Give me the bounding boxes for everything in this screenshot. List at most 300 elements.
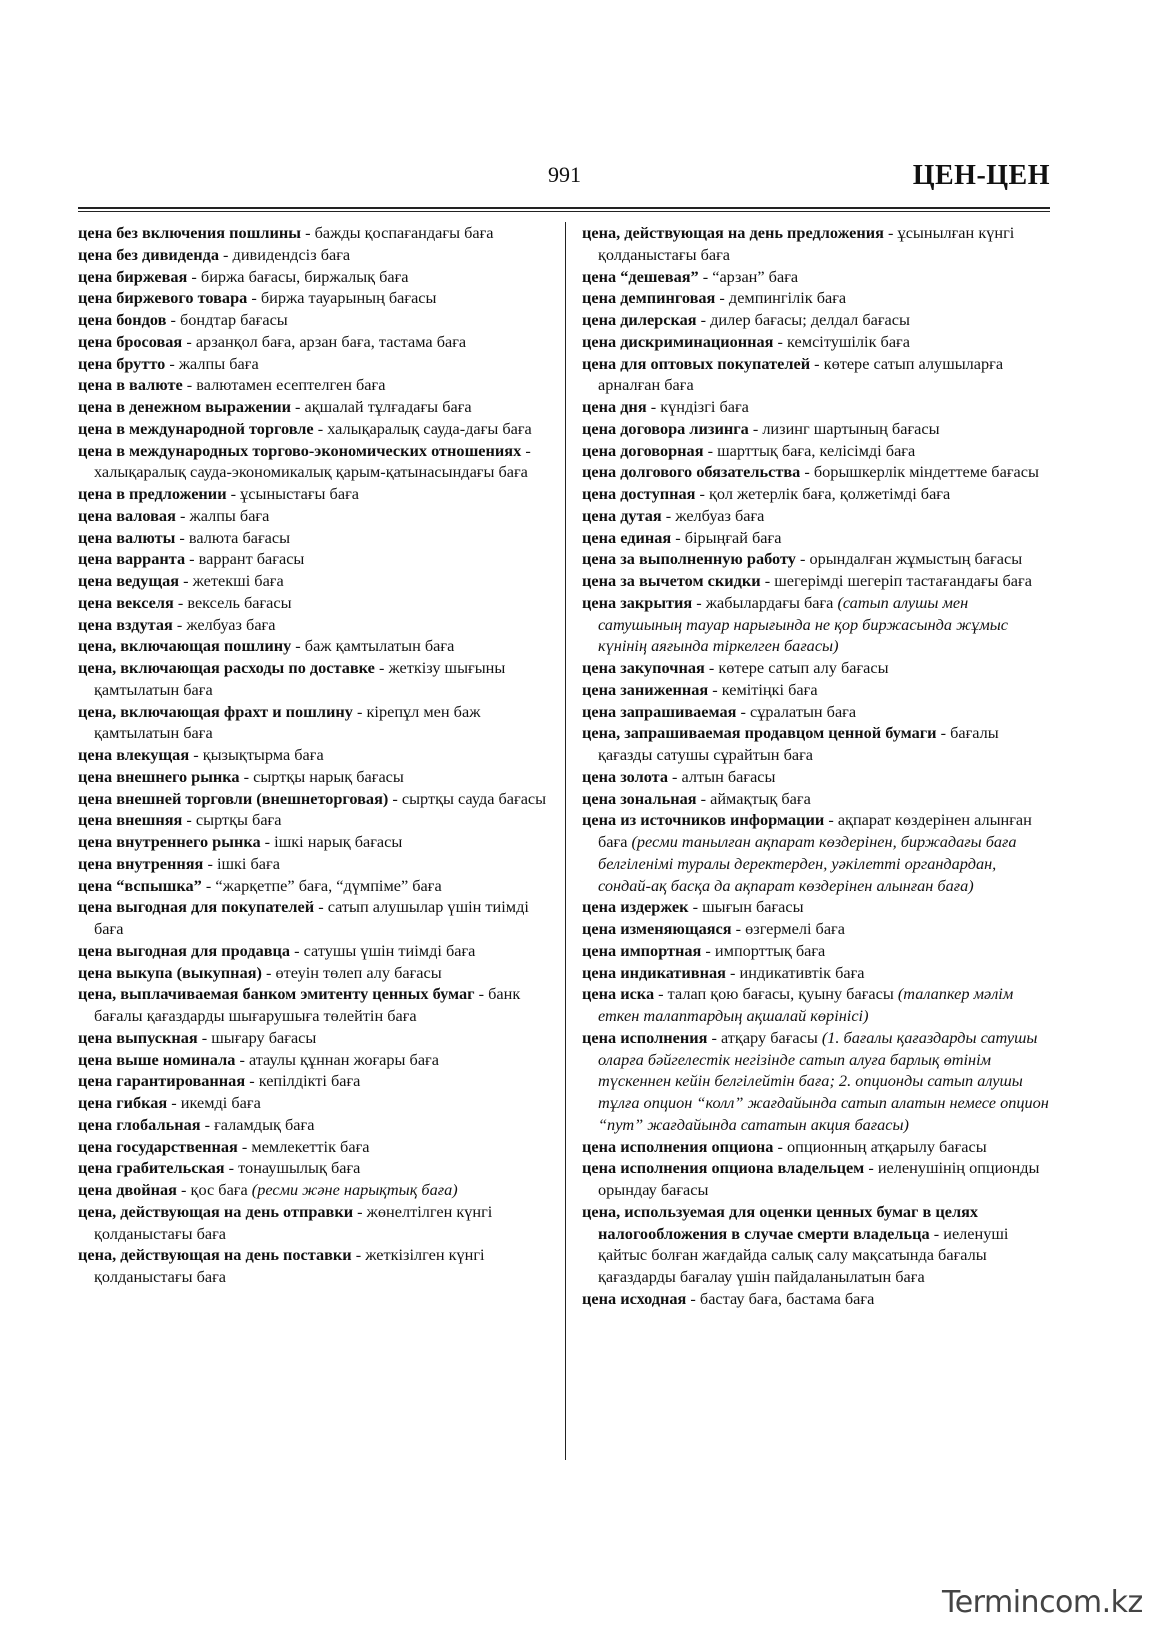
dictionary-entry [582, 505, 1052, 527]
entry-separator: - [187, 266, 201, 286]
entry-term: цена биржевого товара [78, 288, 248, 308]
entry-definition: жабылардағы баға [705, 592, 834, 612]
entry-term: цена демпинговая [582, 288, 716, 308]
page-number: 991 [548, 162, 581, 187]
entry-definition: бондтар бағасы [179, 310, 288, 329]
entry-term: цена исполнения [582, 1027, 708, 1047]
entry-definition: шығын бағасы [702, 897, 804, 917]
right-column [582, 222, 1052, 1310]
entry-definition: кемітіңкі баға [721, 679, 818, 699]
entry-term: цена в международной торговле [78, 418, 314, 438]
entry-term: цена, запрашиваемая продавцом ценной бумаги [582, 723, 937, 743]
entry-separator: - [929, 1223, 944, 1243]
entry-definition: импорттық баға [714, 940, 826, 960]
entry-separator: - [175, 505, 190, 525]
left-column [78, 222, 548, 1288]
termincom-logo [942, 1585, 1152, 1629]
dictionary-entry [78, 309, 548, 331]
entry-separator: - [883, 223, 898, 242]
entry-definition: өзгермелі баға [745, 919, 845, 938]
entry-definition: сыртқы баға [195, 810, 282, 830]
entry-separator: - [239, 766, 254, 786]
entry-definition: дилер бағасы; делдал бағасы [710, 310, 910, 329]
entry-definition: өтеуін төлеп алу бағасы [275, 962, 442, 982]
dictionary-entry [78, 701, 548, 745]
dictionary-entry [78, 1179, 548, 1201]
entry-term: цена валовая [78, 505, 176, 525]
dictionary-entry [582, 222, 1052, 266]
entry-separator: - [173, 592, 188, 612]
entry-term: цена исполнения опциона [582, 1136, 774, 1156]
entry-separator: - [388, 788, 402, 808]
dictionary-entry [582, 1136, 1052, 1158]
dictionary-entry [582, 461, 1052, 483]
entry-separator: - [688, 897, 703, 917]
entry-definition: шығару бағасы [211, 1027, 317, 1047]
entry-separator: - [654, 984, 668, 1004]
entry-definition: шарттық баға, келісімді баға [717, 440, 916, 460]
dictionary-entry [78, 766, 548, 788]
entry-term: цена гибкая [78, 1093, 168, 1112]
dictionary-entry [582, 396, 1052, 418]
entry-term: цена, выплачиваемая банком эмитенту ценных бумаг [78, 984, 475, 1004]
dictionary-entry [78, 940, 548, 962]
entry-definition: “жарқетпе” баға, “дүмпіме” баға [215, 875, 442, 895]
entry-term: цена издержек [582, 897, 689, 917]
entry-definition: көтере сатып алушыларға арналған баға [598, 353, 1004, 395]
entry-definition: иеленушінің опционды орындау бағасы [598, 1158, 1040, 1199]
dictionary-entry [78, 374, 548, 396]
dictionary-entry [582, 440, 1052, 462]
entry-separator: - [185, 549, 199, 569]
entry-definition: кепілдікті баға [258, 1071, 361, 1091]
entry-separator: - [760, 571, 775, 590]
entry-term: цена брутто [78, 353, 166, 373]
entry-definition: халықаралық сауда-экономикалық қарым-қатынасындағы баға [94, 462, 528, 482]
dictionary-entry [582, 940, 1052, 962]
entry-note: (ресми және нарықтық баға) [251, 1180, 458, 1199]
dictionary-entry [582, 548, 1052, 570]
entry-separator: - [313, 418, 328, 438]
page-header [78, 160, 1050, 204]
entry-definition: бағалы қағазды сатушы сұрайтын баға [598, 723, 999, 764]
entry-term: цена “дешевая” [582, 266, 699, 286]
entry-separator: - [203, 853, 217, 873]
entry-term: цена импортная [582, 940, 702, 960]
entry-definition: қол жетерлік баға, қолжетімді баға [709, 484, 951, 503]
entry-separator: - [864, 1158, 878, 1178]
entry-separator: - [172, 614, 187, 634]
entry-separator: - [374, 658, 389, 677]
dictionary-entry [78, 505, 548, 527]
entry-definition: халықаралық сауда-дағы баға [327, 418, 532, 438]
entry-separator: - [314, 897, 328, 917]
entry-term: цена за выполненную работу [582, 549, 796, 569]
entry-term: цена иска [582, 984, 655, 1004]
dictionary-entry [582, 1288, 1052, 1310]
entry-term: цена, действующая на день поставки [78, 1245, 352, 1265]
dictionary-entry [78, 331, 548, 353]
dictionary-entry [78, 440, 548, 484]
dictionary-entry [78, 570, 548, 592]
entry-separator: - [175, 527, 189, 547]
entry-separator: - [353, 1201, 367, 1221]
entry-term: цена запрашиваемая [582, 701, 737, 721]
entry-definition: бастау баға, бастама баға [699, 1288, 875, 1308]
entry-term: цена единая [582, 527, 672, 547]
entry-separator: - [696, 788, 711, 808]
entry-term: цена, включающая пошлину [78, 636, 292, 656]
entry-term: цена для оптовых покупателей [582, 353, 811, 373]
entry-separator: - [773, 1136, 788, 1156]
dictionary-entry [78, 1027, 548, 1049]
entry-definition: сыртқы сауда бағасы [401, 788, 547, 808]
dictionary-entry [78, 896, 548, 940]
entry-separator: - [795, 549, 810, 569]
dictionary-entry [582, 309, 1052, 331]
entry-separator: - [201, 875, 216, 895]
entry-term: цена бросовая [78, 331, 183, 351]
entry-separator: - [247, 288, 261, 308]
entry-separator: - [661, 505, 676, 525]
entry-definition: иеленуші қайтыс болған жағдайда салық салу мақсатында бағалы қағаздарды бағалау үшін пайдаланылатын баға [598, 1223, 1009, 1286]
dictionary-entry [78, 592, 548, 614]
entry-separator: - [200, 1114, 215, 1134]
dictionary-entry [582, 418, 1052, 440]
entry-term: цена долгового обязательства [582, 462, 801, 482]
dictionary-entry [582, 287, 1052, 309]
entry-term: цена без включения пошлины [78, 223, 302, 242]
dictionary-entry [582, 592, 1052, 657]
entry-term: цена внутреннего рынка [78, 832, 261, 851]
entry-separator: - [167, 1093, 181, 1112]
dictionary-entry [78, 483, 548, 505]
entry-term: цена дискриминационная [582, 331, 774, 351]
entry-definition: бажды қоспағандағы баға [314, 223, 494, 242]
entry-term: цена в валюте [78, 375, 183, 395]
entry-term: цена изменяющаяся [582, 919, 732, 938]
dictionary-entry [78, 744, 548, 766]
entry-term: цена без дивиденда [78, 244, 219, 264]
column-divider [565, 222, 566, 1460]
entry-definition: сұралатын баға [750, 701, 857, 721]
dictionary-entry [78, 287, 548, 309]
entry-definition: вексель бағасы [187, 592, 292, 612]
entry-definition: ішкі нарық бағасы [274, 832, 403, 851]
entry-term: цена “вспышка” [78, 875, 202, 895]
dictionary-entry [582, 809, 1052, 896]
entry-term: цена из источников информации [582, 810, 825, 830]
dictionary-entry [78, 222, 548, 244]
entry-term: цена, включающая расходы по доставке [78, 658, 375, 677]
entry-definition: бірыңғай баға [684, 527, 782, 547]
entry-separator: - [824, 810, 838, 830]
entry-definition: сыртқы нарық бағасы [253, 766, 404, 786]
entry-term: цена исходная [582, 1288, 687, 1308]
entry-separator: - [725, 962, 740, 982]
entry-separator: - [166, 310, 180, 329]
entry-definition: демпингілік баға [728, 288, 847, 308]
entry-definition: кірепұл мен баж қамтылатын баға [94, 701, 481, 743]
entry-definition: биржа тауарының бағасы [260, 288, 437, 308]
entry-separator: - [235, 1049, 249, 1069]
entry-definition: “арзан” баға [712, 266, 799, 286]
dictionary-entry [582, 353, 1052, 397]
dictionary-entry [582, 918, 1052, 940]
entry-separator: - [224, 1158, 239, 1178]
dictionary-entry [78, 962, 548, 984]
entry-separator: - [671, 527, 685, 547]
running-head: ЦЕН-ЦЕН [912, 160, 1050, 191]
entry-separator: - [182, 810, 196, 830]
entry-term: цена бондов [78, 310, 167, 329]
entry-term: цена внешней торговли (внешнеторговая) [78, 788, 389, 808]
dictionary-entry [78, 1136, 548, 1158]
entry-separator: - [237, 1136, 252, 1156]
entry-separator: - [715, 288, 729, 308]
dictionary-entry [78, 831, 548, 853]
entry-term: цена договорная [582, 440, 704, 460]
dictionary-entry [582, 331, 1052, 353]
entry-term: цена выкупа (выкупная) [78, 962, 262, 982]
entry-term: цена, действующая на день отправки [78, 1201, 354, 1221]
entry-definition: қос баға [190, 1180, 248, 1199]
entry-definition: кемсітушілік баға [787, 331, 910, 351]
entry-term: цена внешнего рынка [78, 766, 240, 786]
entry-term: цена, включающая фрахт и пошлину [78, 701, 353, 721]
entry-separator: - [708, 679, 722, 699]
entry-term: цена государственная [78, 1136, 238, 1156]
entry-term: цена заниженная [582, 679, 709, 699]
entry-term: цена, используемая для оценки ценных бумаг в целях налогообложения в случае смерти владельца [582, 1201, 979, 1243]
entry-separator: - [165, 353, 179, 373]
entry-separator: - [800, 462, 814, 482]
entry-term: цена договора лизинга [582, 418, 749, 438]
entry-definition: арзанқол баға, арзан баға, тастама баға [195, 331, 467, 351]
entry-term: цена индикативная [582, 962, 726, 982]
entry-definition: жетекші баға [192, 571, 284, 590]
entry-definition: сатып алушылар үшін тиімді баға [94, 897, 529, 938]
dictionary-entry [582, 701, 1052, 723]
entry-definition: атаулы құннан жоғары баға [248, 1049, 439, 1069]
entry-separator: - [226, 484, 241, 503]
entry-separator: - [260, 832, 275, 851]
dictionary-entry [582, 679, 1052, 701]
entry-separator: - [698, 266, 713, 286]
dictionary-entry [78, 983, 548, 1027]
dictionary-entry [78, 1114, 548, 1136]
dictionary-entry [582, 766, 1052, 788]
dictionary-entry [78, 548, 548, 570]
entry-definition: ғаламдық баға [214, 1114, 315, 1134]
entry-separator: - [218, 244, 233, 264]
entry-definition: валютамен есептелген баға [196, 375, 386, 395]
dictionary-entry [78, 1201, 548, 1245]
entry-definition: банк бағалы қағаздарды шығарушыға төлейтін баға [94, 984, 521, 1025]
entry-term: цена дутая [582, 505, 662, 525]
entry-definition: индикативтік баға [739, 962, 865, 982]
dictionary-entry [78, 788, 548, 810]
entry-definition: атқару бағасы [721, 1027, 818, 1047]
entry-term: цена закрытия [582, 592, 693, 612]
entry-definition: ұсынылған күнгі қолданыстағы баға [598, 223, 1015, 264]
entry-definition: икемді баға [180, 1093, 261, 1112]
entry-term: цена за вычетом скидки [582, 571, 761, 590]
entry-separator: - [301, 223, 315, 242]
entry-definition: талап қою бағасы, қуыну бағасы [667, 984, 894, 1004]
dictionary-entry [78, 657, 548, 701]
entry-definition: желбуаз баға [186, 614, 276, 634]
entry-separator: - [707, 1027, 721, 1047]
entry-term: цена в международных торгово-экономических отношениях [78, 440, 522, 460]
dictionary-entry [582, 896, 1052, 918]
entry-separator: - [773, 331, 788, 351]
entry-term: цена, действующая на день предложения [582, 223, 884, 242]
entry-definition: жөнелтілген күнгі қолданыстағы баға [94, 1201, 493, 1243]
entry-separator: - [692, 592, 706, 612]
entry-separator: - [290, 397, 305, 416]
entry-separator: - [731, 919, 746, 938]
dictionary-entry [78, 875, 548, 897]
entry-definition: ішкі баға [216, 853, 280, 873]
dictionary-entry [582, 1027, 1052, 1136]
entry-separator: - [936, 723, 951, 743]
entry-term: цена выгодная для покупателей [78, 897, 315, 917]
entry-term: цена золота [582, 766, 668, 786]
entry-separator: - [810, 353, 824, 373]
dictionary-entry [582, 788, 1052, 810]
dictionary-entry [78, 244, 548, 266]
entry-term: цена зональная [582, 788, 697, 808]
entry-separator: - [474, 984, 489, 1004]
entry-term: цена варранта [78, 549, 186, 569]
entry-term: цена внутренняя [78, 853, 204, 873]
dictionary-entry [582, 527, 1052, 549]
dictionary-entry [78, 353, 548, 375]
dictionary-entry [582, 657, 1052, 679]
entry-term: цена дилерская [582, 310, 697, 329]
entry-term: цена валюты [78, 527, 176, 547]
entry-term: цена выпускная [78, 1027, 198, 1047]
entry-note: (талапкер мәлім еткен талаптардың ақшалай көрінісі) [598, 984, 1014, 1025]
entry-term: цена выгодная для продавца [78, 940, 291, 960]
entry-definition: желбуаз баға [675, 505, 765, 525]
entry-term: цена грабительская [78, 1158, 225, 1178]
entry-separator: - [179, 571, 193, 590]
dictionary-entry [582, 570, 1052, 592]
dictionary-entry [582, 983, 1052, 1027]
entry-term: цена исполнения опциона владельцем [582, 1158, 865, 1178]
entry-definition: борышкерлік міндеттеме бағасы [813, 462, 1039, 482]
entry-definition: шегерімді шегеріп тастағандағы баға [774, 571, 1032, 590]
entry-definition: аймақтық баға [710, 788, 811, 808]
entry-term: цена биржевая [78, 266, 188, 286]
dictionary-entry [78, 266, 548, 288]
dictionary-entry [78, 635, 548, 657]
entry-term: цена вздутая [78, 614, 173, 634]
entry-separator: - [736, 701, 751, 721]
entry-definition: ақшалай тұлғадағы баға [304, 397, 472, 416]
entry-term: цена выше номинала [78, 1049, 236, 1069]
entry-definition: ұсыныстағы баға [240, 484, 359, 503]
dictionary-entry [582, 1201, 1052, 1288]
entry-term: цена глобальная [78, 1114, 201, 1134]
dictionary-entry [582, 962, 1052, 984]
dictionary-entry [582, 1157, 1052, 1201]
dictionary-entry [78, 853, 548, 875]
entry-separator: - [261, 962, 276, 982]
entry-definition: қызықтырма баға [202, 745, 324, 764]
entry-definition: опционның атқарылу бағасы [787, 1136, 987, 1156]
entry-definition: орындалған жұмыстың бағасы [809, 549, 1023, 569]
entry-term: цена доступная [582, 484, 696, 503]
header-rule-thick [78, 207, 1050, 209]
entry-definition: күндізгі баға [660, 397, 749, 416]
entry-definition: биржа бағасы, биржалық баға [200, 266, 409, 286]
entry-term: цена ведущая [78, 571, 180, 590]
entry-term: цена в денежном выражении [78, 397, 291, 416]
entry-separator: - [703, 440, 718, 460]
logo-text: Termincom.kz [942, 1585, 1143, 1620]
entry-definition: жеткізу шығыны қамтылатын баға [94, 658, 506, 699]
entry-separator: - [189, 745, 203, 764]
dictionary-entry [78, 1049, 548, 1071]
entry-separator: - [696, 310, 711, 329]
entry-definition: баж қамтылатын баға [304, 636, 455, 656]
entry-separator: - [701, 940, 715, 960]
entry-term: цена гарантированная [78, 1071, 246, 1091]
entry-definition: көтере сатып алу бағасы [718, 658, 889, 677]
dictionary-entry [78, 1070, 548, 1092]
entry-separator: - [351, 1245, 366, 1265]
entry-definition: жалпы баға [178, 353, 259, 373]
entry-term: цена закупочная [582, 658, 705, 677]
entry-separator: - [245, 1071, 259, 1091]
dictionary-entry [78, 527, 548, 549]
entry-separator: - [748, 418, 763, 438]
entry-definition: тонаушылық баға [238, 1158, 361, 1178]
dictionary-entry [582, 483, 1052, 505]
dictionary-entry [78, 809, 548, 831]
entry-term: цена влекущая [78, 745, 190, 764]
entry-separator: - [197, 1027, 212, 1047]
entry-definition: жеткізілген күнгі қолданыстағы баға [94, 1245, 485, 1286]
entry-term: цена векселя [78, 592, 174, 612]
dictionary-entry [582, 266, 1052, 288]
dictionary-entry [78, 1092, 548, 1114]
entry-term: цена двойная [78, 1180, 177, 1199]
entry-separator: - [667, 766, 682, 786]
dictionary-entry [78, 418, 548, 440]
entry-separator: - [182, 375, 197, 395]
entry-term: цена внешняя [78, 810, 183, 830]
dictionary-entry [78, 1157, 548, 1179]
entry-definition: лизинг шартының бағасы [762, 418, 940, 438]
entry-separator: - [182, 331, 196, 351]
entry-definition: жалпы баға [189, 505, 270, 525]
entry-separator: - [686, 1288, 700, 1308]
entry-separator: - [176, 1180, 191, 1199]
dictionary-entry [78, 396, 548, 418]
entry-note: (ресми танылған ақпарат көздерінен, биржадағы баға белгіленімі туралы деректерден, уәкілетті органдардан, сондай-ақ басқа да ақпарат көздерінен алынған баға) [598, 832, 1017, 895]
header-rule-thin [78, 211, 1050, 212]
entry-note: (сатып алушы мен сатушының тауар нарығында не қор биржасында жұмыс күнінің аяғында тіркелген бағасы) [598, 592, 1009, 656]
dictionary-entry [78, 1244, 548, 1288]
entry-definition: ақпарат көздерінен алынған баға [598, 810, 1032, 851]
entry-definition: варрант бағасы [198, 549, 305, 569]
entry-separator: - [521, 440, 531, 460]
entry-separator: - [646, 397, 661, 416]
